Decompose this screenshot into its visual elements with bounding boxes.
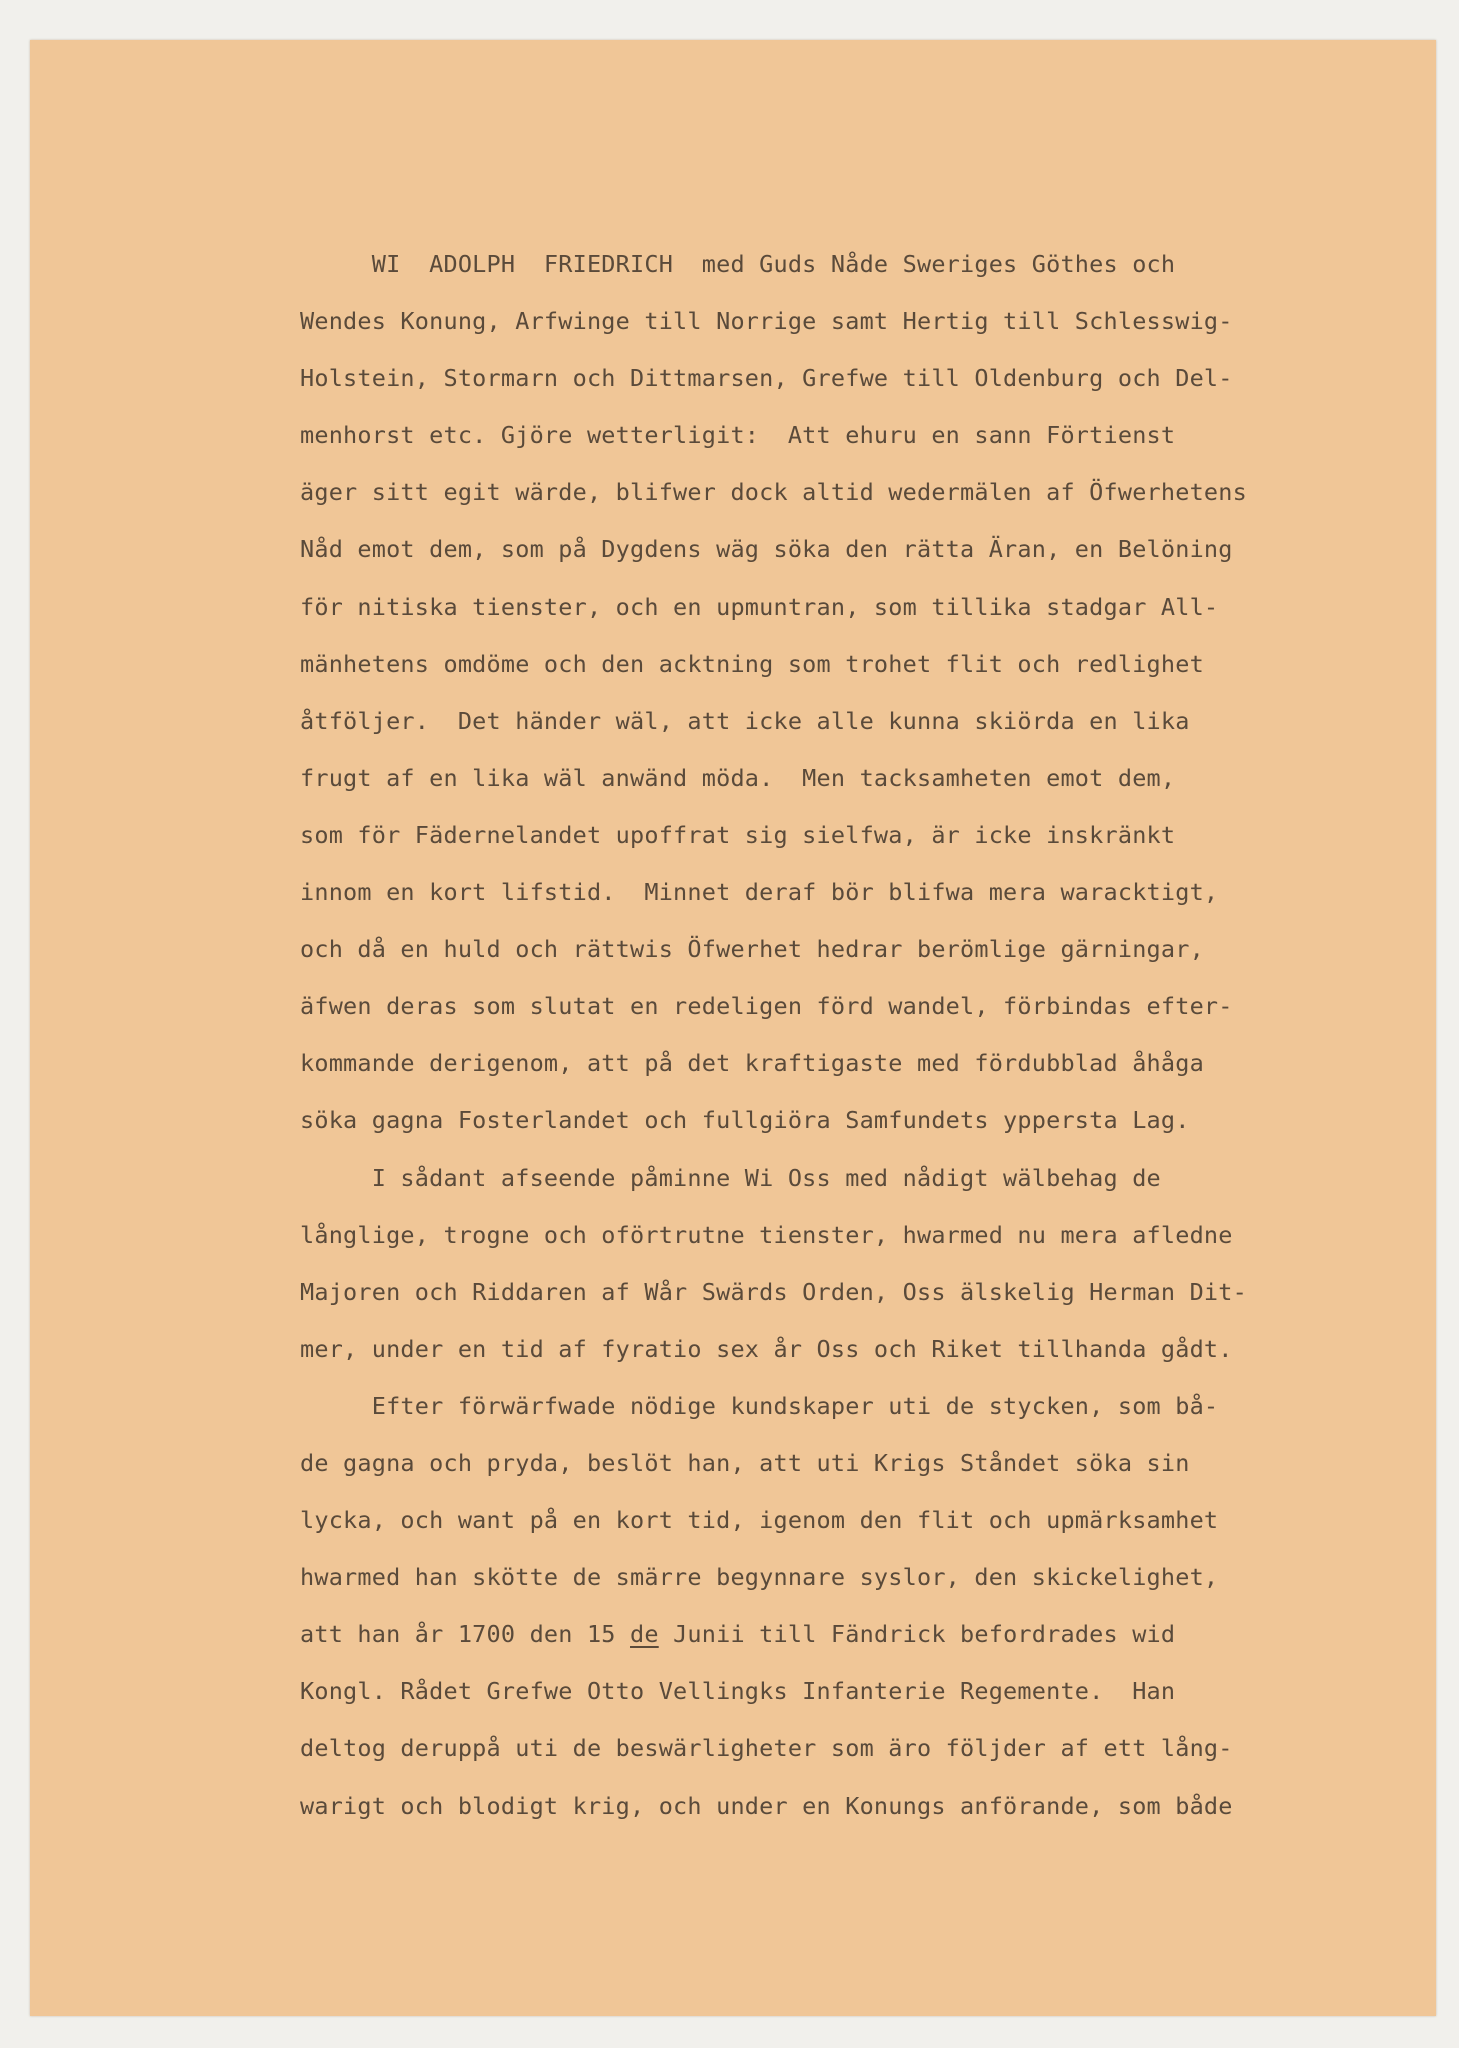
text-line: äfwen deras som slutat en redeligen förd wandel, förbindas efter- [300, 992, 1233, 1021]
ordinal-suffix: de [630, 1620, 659, 1649]
text-line: Efter förwärfwade nödige kundskaper uti de stycken, som bå- [300, 1391, 1219, 1420]
text-line: I sådant afseende påminne Wi Oss med nådigt wälbehag de [300, 1163, 1161, 1192]
text-line: lycka, och want på en kort tid, igenom den flit och upmärksamhet [300, 1506, 1219, 1535]
text-line: mänhetens omdöme och den acktning som trohet flit och redlighet [300, 649, 1204, 678]
text-line: Holstein, Stormarn och Dittmarsen, Grefwe till Oldenburg och Del- [300, 364, 1233, 393]
text-line: långlige, trogne och oförtrutne tienster, hwarmed nu mera afledne [300, 1220, 1233, 1249]
date-line [300, 1606, 1430, 1663]
text-line: som för Fädernelandet upoffrat sig sielfwa, är icke inskränkt [300, 820, 1176, 849]
text-line: för nitiska tienster, och en upmuntran, som tillika stadgar All- [300, 592, 1219, 621]
text-line: frugt af en lika wäl anwänd möda. Men tacksamheten emot dem, [300, 763, 1176, 792]
text-line: de gagna och pryda, beslöt han, att uti Krigs Ståndet söka sin [300, 1448, 1190, 1477]
text-line: kommande derigenom, att på det kraftigaste med fördubblad åhåga [300, 1049, 1204, 1078]
text-line: åtföljer. Det händer wäl, att icke alle kunna skiörda en lika [300, 706, 1190, 735]
text-line: äger sitt egit wärde, blifwer dock altid wedermälen af Öfwerhetens [300, 478, 1247, 507]
text-line: deltog deruppå uti de beswärligheter som äro följder af ett lång- [300, 1734, 1233, 1763]
document-body [300, 236, 1430, 1835]
text-line: mer, under en tid af fyratio sex år Oss och Riket tillhanda gådt. [300, 1334, 1233, 1363]
text-line: söka gagna Fosterlandet och fullgiöra Samfundets yppersta Lag. [300, 1106, 1190, 1135]
text-line: Majoren och Riddaren af Wår Swärds Orden, Oss älskelig Herman Dit- [300, 1277, 1247, 1306]
text-line: innom en kort lifstid. Minnet deraf bör blifwa mera waracktigt, [300, 878, 1219, 907]
text-line: hwarmed han skötte de smärre begynnare syslor, den skickelighet, [300, 1563, 1219, 1592]
date-line-start: att han år 1700 den 15 [300, 1620, 631, 1649]
text-line: Wendes Konung, Arfwinge till Norrige samt Hertig till Schlesswig- [300, 307, 1233, 336]
text-line: Nåd emot dem, som på Dygdens wäg söka den rätta Äran, en Belöning [300, 535, 1233, 564]
document-page [30, 40, 1436, 2016]
date-line-end: Junii till Fändrick befordrades wid [658, 1620, 1176, 1649]
text-line: Kongl. Rådet Grefwe Otto Vellingks Infanterie Regemente. Han [300, 1677, 1176, 1706]
text-line: WI ADOLPH FRIEDRICH med Guds Nåde Sweriges Göthes och [300, 250, 1176, 278]
text-line: warigt och blodigt krig, och under en Konungs anförande, som både [300, 1791, 1233, 1820]
text-line: menhorst etc. Gjöre wetterligit: Att ehuru en sann Förtienst [300, 421, 1176, 450]
text-line: och då en huld och rättwis Öfwerhet hedrar berömlige gärningar, [300, 935, 1204, 964]
